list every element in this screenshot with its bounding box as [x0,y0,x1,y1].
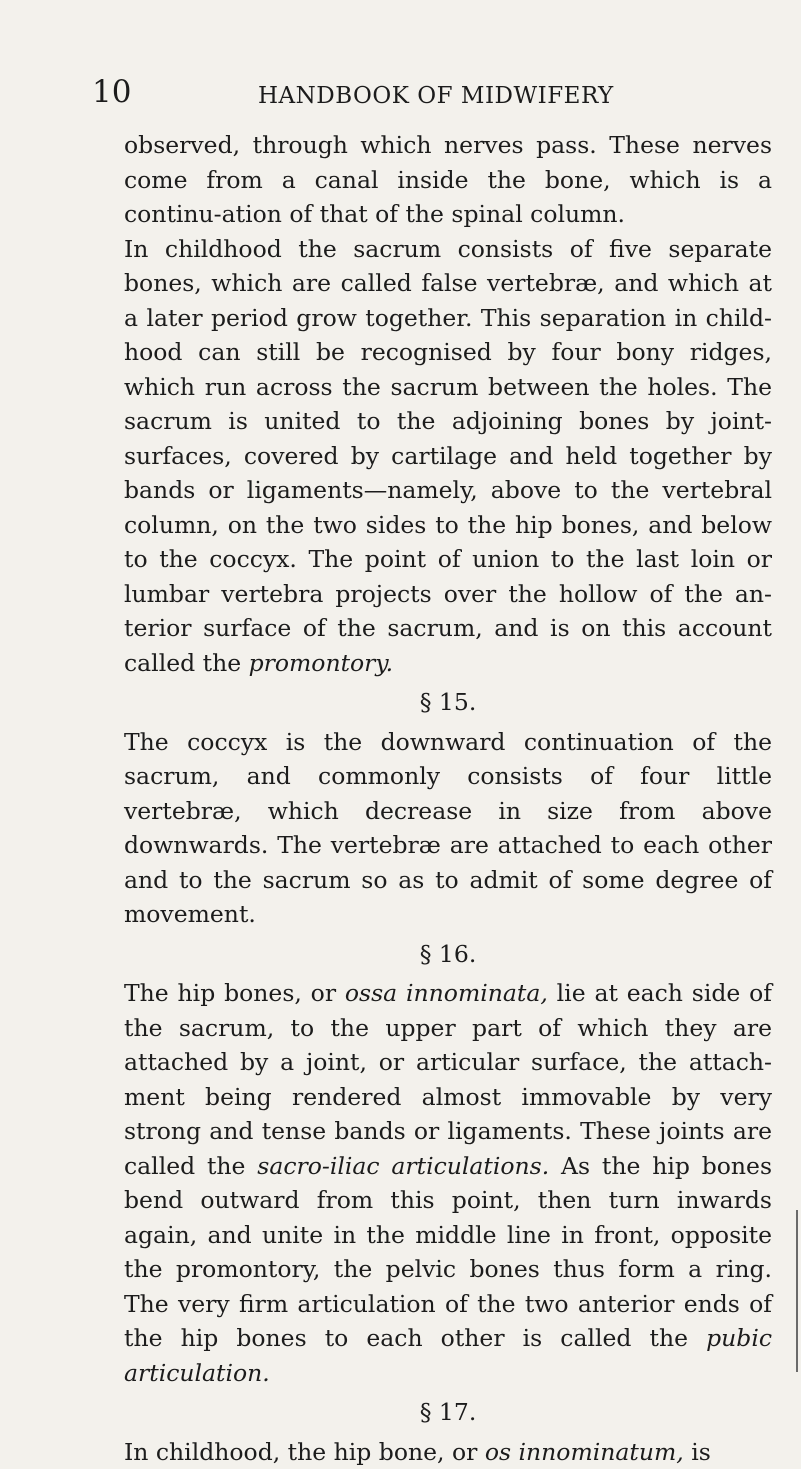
text-run: is [684,1438,711,1466]
section-heading: § 16. [124,937,772,972]
paragraph [124,232,772,681]
text-run: lie at each side of the sacrum, to the upper part of which they are attached by a joint, or articular surface, the attach-ment being rendered almost immovable by very strong and tense bands or ligaments. These joints are called the [124,979,772,1180]
section-heading: § 15. [124,685,772,720]
paragraph [124,1435,772,1469]
text-run: In childhood the sacrum consists of five separate bones, which are called false vertebræ, and which at a later period grow together. This separation in child-hood can still be recognised by four bony ridges, which run across the sacrum between the holes. The sacrum is united to the adjoining bones by joint-surfaces, covered by cartilage and held together by bands or ligaments—namely, above to the vertebral column, on the two sides to the hip bones, and below to the coccyx. The point of union to the last loin or lumbar vertebra projects over the hollow of the an-terior surface of the sacrum, and is on this account called the [124,235,772,677]
page-edge-shadow [796,1210,798,1372]
text-run: observed, through which nerves pass. These nerves come from a canal inside the bone, which is a continu-ation of that of the spinal column. [124,131,772,228]
page-header [0,74,801,114]
running-head: HANDBOOK OF MIDWIFERY [258,82,614,110]
page-number: 10 [92,74,131,110]
text-run: The coccyx is the downward continuation of the sacrum, and commonly consists of four little vertebræ, which decrease in size from above downwards. The vertebræ are attached to each other and to the sacrum so as to admit of some degree of movement. [124,728,772,929]
section-heading: § 17. [124,1395,772,1430]
text-run: As the hip bones bend outward from this point, then turn inwards again, and unite in the middle line in front, opposite the promontory, the pelvic bones thus form a ring. The very firm articulation of the two anterior ends of the hip bones to each other is called the [124,1152,772,1353]
italic-term: sacro-iliac articulations. [257,1152,549,1180]
text-run: The hip bones, or [124,979,345,1007]
paragraph [124,128,772,232]
italic-term: ossa innominata, [345,979,548,1007]
italic-term: pubic articulation. [124,1324,772,1387]
paragraph [124,725,772,932]
text-run: In childhood, the hip bone, or [124,1438,485,1466]
italic-term: os innominatum, [485,1438,684,1466]
paragraph [124,976,772,1390]
body-text [124,128,772,1469]
italic-term: promontory. [249,649,393,677]
